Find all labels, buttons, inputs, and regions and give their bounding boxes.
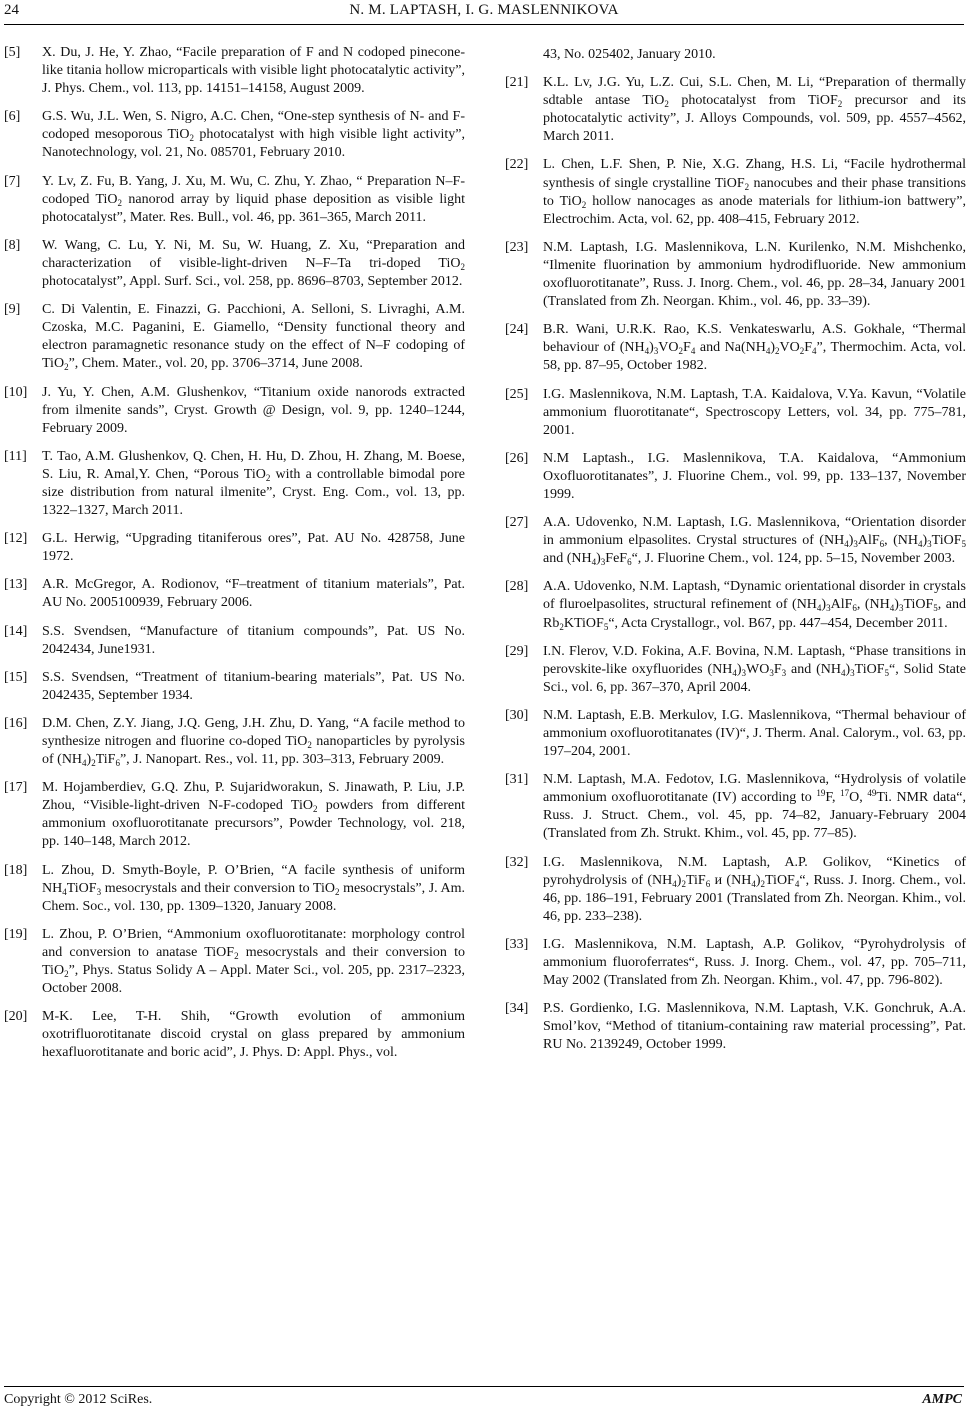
reference-item: [34] P.S. Gordienko, I.G. Maslennikova, N.M. Laptash, V.K. Gonchruk, A.A. Smol’kov, “Method of titanium-containing raw material processing”, Pat. RU No. 2139249, October 1999.	[505, 1001, 966, 1053]
reference-number: [20]	[4, 1009, 28, 1025]
reference-item: [29] I.N. Flerov, V.D. Fokina, A.F. Bovina, N.M. Laptash, “Phase transitions in perovskite-like oxyfluorides $(NH_4)_3WO_3F_3$ and $(NH_4)_3TiOF_5“$, Solid State Sci., vol. 6, pp. 367–370, April 2004.	[505, 643, 966, 695]
reference-number: [27]	[505, 515, 529, 531]
reference-number: [26]	[505, 450, 529, 466]
reference-number: [7]	[4, 173, 21, 189]
reference-item: [30] N.M. Laptash, E.B. Merkulov, I.G. Maslennikova, “Thermal behaviour of ammonium oxofluorotitanates (IV)“, J. Therm. Anal. Calorym., vol. 63, pp. 197–204, 2001.	[505, 707, 966, 760]
reference-continuation: 43, No. 025402, January 2010.	[543, 47, 716, 62]
reference-number: [19]	[4, 926, 28, 942]
page-header	[0, 0, 968, 34]
reference-number: [33]	[505, 936, 529, 952]
reference-item: [22] L. Chen, L.F. Shen, P. Nie, X.G. Zhang, H.S. Li, “Facile hydrothermal synthesis of single crystalline TiOF$_2$ nanocubes and their phase transitions to TiO$_2$ hollow nanocages as anode materials for lithium-ion battwery”, Electrochim. Acta, vol. 62, pp. 408–415, February 2012.	[505, 157, 966, 227]
reference-number: [12]	[4, 531, 28, 547]
reference-item: [10] J. Yu, Y. Chen, A.M. Glushenkov, “Titanium oxide nanorods extracted from ilmenite sands”, Cryst. Growth @ Design, vol. 9, pp. 1240–1244, February 2009.	[4, 384, 465, 436]
reference-number: [24]	[505, 322, 529, 338]
references-right-column	[505, 46, 966, 1065]
header-rule	[4, 24, 964, 25]
reference-number: [32]	[505, 854, 529, 870]
reference-number: [34]	[505, 1001, 529, 1017]
reference-item: [27] A.A. Udovenko, N.M. Laptash, I.G. Maslennikova, “Orientation disorder in ammonium elpasolites. Crystal structures of $(NH_4)_3AlF_6$, $(NH_4)_3TiOF_5$ and $(NH_4)_3FeF_6“$, J. Fluorine Chem., vol. 124, pp. 5–15, November 2003.	[505, 515, 966, 568]
journal-abbreviation: AMPC	[922, 1392, 962, 1407]
reference-item: [31] N.M. Laptash, M.A. Fedotov, I.G. Maslennikova, “Hydrolysis of volatile ammonium oxofluorotitanate (IV) according to $^{19}$F, $^{17}$O, $^{49}$Ti. NMR data“, Russ. J. Struct. Chem., vol. 45, pp. 74–82, January-February 2004 (Translated from Zh. Strukt. Khim., vol. 45, pp. 77–85).	[505, 772, 966, 842]
reference-number: [31]	[505, 772, 529, 788]
reference-number: [14]	[4, 623, 28, 639]
reference-number: [18]	[4, 862, 28, 878]
reference-number: [5]	[4, 45, 21, 60]
reference-item: [17] M. Hojamberdiev, G.Q. Zhu, P. Sujaridworakun, S. Jinawath, P. Liu, J.P. Zhou, “Visible-light-driven N-F-codoped TiO$_2$ powders from different ammonium oxofluorotitanate precursors”, Powder Technology, vol. 218, pp. 140–148, March 2012.	[4, 780, 465, 850]
reference-number: [9]	[4, 302, 21, 318]
reference-item: [18] L. Zhou, D. Smyth-Boyle, P. O’Brien, “A facile synthesis of uniform $NH_4TiOF_3$ mesocrystals and their conversion to TiO$_2$ mesocrystals”, J. Am. Chem. Soc., vol. 130, pp. 1309–1320, January 2008.	[4, 862, 465, 914]
reference-item: [15] S.S. Svendsen, “Treatment of titanium-bearing materials”, Pat. US No. 2042435, September 1934.	[4, 669, 465, 703]
reference-number: [30]	[505, 707, 529, 723]
reference-item: [32] I.G. Maslennikova, N.M. Laptash, A.P. Golikov, “Kinetics of pyrohydrolysis of $(NH_4)_2TiF_6$ и $(NH_4)_2TiOF_4“$, Russ. J. Inorg. Chem., vol. 46, pp. 186–191, February 2001 (Translated from Zh. Neorgan. Khim., vol. 46, pp. 233–238).	[505, 854, 966, 924]
reference-item: [6] G.S. Wu, J.L. Wen, S. Nigro, A.C. Chen, “One-step synthesis of N- and F-codoped mesoporous TiO$_2$ photocatalyst with high visible light activity”, Nanotechnology, vol. 21, No. 085701, February 2010.	[4, 109, 465, 161]
reference-item: [24] B.R. Wani, U.R.K. Rao, K.S. Venkateswarlu, A.S. Gokhale, “Thermal behaviour of $(NH_4)_3VO_2F_4$ and $Na(NH_4)_2VO_2F_4$”, Thermochim. Acta, vol. 58, pp. 87–95, October 1982.	[505, 322, 966, 374]
reference-number: [6]	[4, 109, 21, 125]
reference-item: [23] N.M. Laptash, I.G. Maslennikova, L.N. Kurilenko, N.M. Mishchenko, “Ilmenite fluorination by ammonium hydrodifluoride. New ammonium oxofluorotitanate”, Russ. J. Inorg. Chem., vol. 46, pp. 28–34, January 2001 (Translated from Zh. Neorgan. Khim., vol. 46, pp. 33–39).	[505, 239, 966, 310]
reference-number: [23]	[505, 239, 529, 255]
reference-number: [16]	[4, 715, 28, 731]
reference-number: [15]	[4, 669, 28, 685]
reference-item: [5] X. Du, J. He, Y. Zhao, “Facile preparation of F and N codoped pinecone-like titania hollow microparticals with visible light photocatalytic activity”, J. Phys. Chem., vol. 113, pp. 14151–14158, August 2009.	[4, 45, 465, 97]
reference-number: [10]	[4, 384, 28, 400]
reference-item: [7] Y. Lv, Z. Fu, B. Yang, J. Xu, M. Wu, C. Zhu, Y. Zhao, “ Preparation N–F-codoped TiO$_2$ nanorod array by liquid phase deposition as visible light photocatalyst”, Mater. Res. Bull., vol. 46, pp. 361–365, March 2011.	[4, 173, 465, 225]
reference-number: [8]	[4, 237, 21, 253]
reference-item: [8] W. Wang, C. Lu, Y. Ni, M. Su, W. Huang, Z. Xu, “Preparation and characterization of visible-light-driven N–F–Ta tri-doped TiO$_2$ photocatalyst”, Appl. Surf. Sci., vol. 258, pp. 8696–8703, September 2012.	[4, 237, 465, 290]
reference-item: [12] G.L. Herwig, “Upgrading titaniferous ores”, Pat. AU No. 428758, June 1972.	[4, 531, 465, 565]
reference-number: [22]	[505, 157, 529, 173]
reference-item: [11] T. Tao, A.M. Glushenkov, Q. Chen, H. Hu, D. Zhou, H. Zhang, M. Boese, S. Liu, R. Amal,Y. Chen, “Porous TiO$_2$ with a controllable bimodal pore size distribution from natural ilmenite”, Cryst. Eng. Com., vol. 13, pp. 1322–1327, March 2011.	[4, 448, 466, 519]
reference-number: [11]	[4, 448, 27, 464]
reference-item: [20] M-K. Lee, T-H. Shih, “Growth evolution of ammonium oxotrifluorotitanate discoid crystal on glass prepared by ammonium hexafluorotitanate and boric acid”, J. Phys. D: Appl. Phys., vol.	[4, 1009, 465, 1061]
reference-item: [14] S.S. Svendsen, “Manufacture of titanium compounds”, Pat. US No. 2042434, June1931.	[4, 623, 465, 657]
reference-item: [9] C. Di Valentin, E. Finazzi, G. Pacchioni, A. Selloni, S. Livraghi, A.M. Czoska, M.C. Paganini, E. Giamello, “Density functional theory and electron paramagnetic resonance study on the effect of N–F codoping of TiO$_2$”, Chem. Mater., vol. 20, pp. 3706–3714, June 2008.	[4, 302, 465, 373]
reference-number: [17]	[4, 780, 28, 796]
reference-item: [13] A.R. McGregor, A. Rodionov, “F–treatment of titanium materials”, Pat. AU No. 2005100939, February 2006.	[4, 577, 465, 611]
reference-item: [26] N.M Laptash., I.G. Maslennikova, T.A. Kaidalova, “Ammonium Oxofluorotitanates”, J. Fluorine Chem., vol. 99, pp. 133–137, November 1999.	[505, 450, 966, 502]
references-left-column	[4, 44, 465, 1073]
reference-number: [13]	[4, 577, 28, 593]
reference-number: [28]	[505, 579, 529, 595]
reference-item: [33] I.G. Maslennikova, N.M. Laptash, A.P. Golikov, “Pyrohydrolysis of ammonium fluoroferrates“, Russ. J. Inorg. Chem., vol. 47, pp. 705–711, May 2002 (Translated from Zh. Neorgan. Khim., vol. 47, pp. 796-802).	[505, 936, 966, 989]
reference-item: [19] L. Zhou, P. O’Brien, “Ammonium oxofluorotitanate: morphology control and conversion to anatase TiOF$_2$ mesocrystals and their conversion to TiO$_2$”, Phys. Status Solidy A – Appl. Mater Sci., vol. 205, pp. 2317–2323, October 2008.	[4, 926, 465, 997]
reference-number: [21]	[505, 75, 529, 91]
reference-item: [21] K.L. Lv, J.G. Yu, L.Z. Cui, S.L. Chen, M. Li, “Preparation of thermally sdtable antase TiO$_2$ photocatalyst from TiOF$_2$ precursor and its photocatalytic activity”, J. Alloys Compounds, vol. 509, pp. 4557–4562, March 2011.	[505, 75, 966, 145]
running-head-authors: N. M. LAPTASH, I. G. MASLENNIKOVA	[349, 2, 619, 18]
page-number: 24	[4, 2, 19, 18]
reference-item: [25] I.G. Maslennikova, N.M. Laptash, T.A. Kaidalova, V.Ya. Kavun, “Volatile ammonium fluorotitanate“, Spectroscopy Letters, vol. 34, pp. 775–781, 2001.	[505, 386, 966, 438]
reference-item: [28] A.A. Udovenko, N.M. Laptash, “Dynamic orientational disorder in crystals of fluroelpasolites, structural refinement of $(NH_4)_3AlF_6$, $(NH_4)_3TiOF_5$, and $Rb_2KTiOF_5“$, Acta Crystallogr., vol. B67, pp. 447–454, December 2011.	[505, 579, 966, 632]
footer-rule	[4, 1386, 964, 1387]
copyright-notice: Copyright © 2012 SciRes.	[4, 1392, 153, 1407]
reference-number: [29]	[505, 643, 529, 659]
reference-number: [25]	[505, 386, 529, 402]
reference-item: [16] D.M. Chen, Z.Y. Jiang, J.Q. Geng, J.H. Zhu, D. Yang, “A facile method to synthesize nitrogen and fluorine co-doped TiO$_2$ nanoparticles by pyrolysis of $(NH_4)_2TiF_6$”, J. Nanopart. Res., vol. 11, pp. 303–313, February 2009.	[4, 715, 465, 769]
